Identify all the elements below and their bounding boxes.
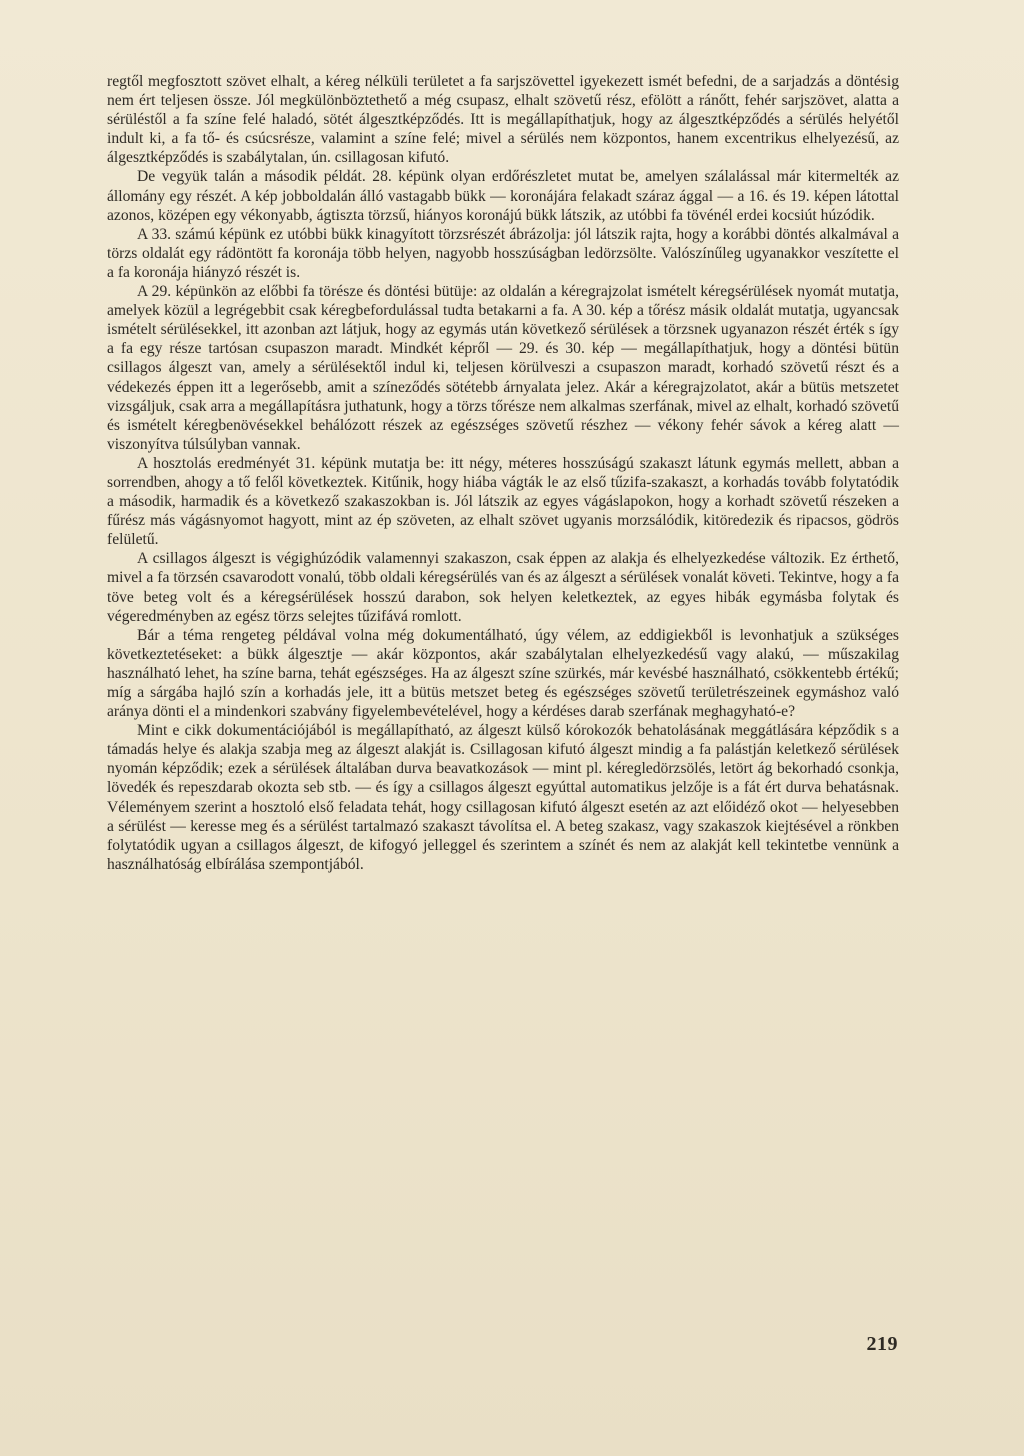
paragraph-8: Mint e cikk dokumentációjából is megállapítható, az álgeszt külső kórokozók behatolásának meggátlására képződik s a támadás helye és alakja szabja meg az álgeszt alakját is. Csillagosan kifutó álgeszt mindig a fa palástján keletkező sérülések nyomán képződik; ezek a sérülések általában durva beavatkozások — mint pl. kéregledörzsölés, letört ág bekorhadó csonkja, lövedék és repeszdarab okozta seb stb. — és így a csillagos álgeszt egyúttal automatikus jelzője is a fát ért durva behatásnak. Véleményem szerint a hosztoló első feladata tehát, hogy csillagosan kifutó álgeszt esetén az azt előidéző okot — helyesebben a sérülést — keresse meg és a sérülést tartalmazó szakaszt távolítsa el. A beteg szakasz, vagy szakaszok kiejtésével a rönkben folytatódik ugyan a csillagos álgeszt, de kifogyó jelleggel és szerintem a színét és nem az alakját kell tekintetbe vennünk a használhatóság elbírálása szempontjából. <box>107 722 899 873</box>
paragraph-4: A 29. képünkön az előbbi fa törésze és döntési bütüje: az oldalán a kéregrajzolat ismételt kéregsérülések nyomát mutatja, amelyek közül a legrégebbit csak kéregbefordulással tudta betakarni a fa. A 30. kép a tőrész másik oldalát mutatja, ugyancsak ismételt sérülésekkel, itt azonban azt látjuk, hogy az egymás után következő sérülések a törzsnek ugyanazon részét érték s így a fa egy része tartósan csupaszon maradt. Mindkét képről — 29. és 30. kép — megállapíthatjuk, hogy a döntési bütün csillagos álgeszt van, amely a sérülésektől indul ki, teljesen körülveszi a csupaszon maradt, korhadó szövetű részt és a védekezés éppen itt a legerősebb, amit a színeződés sötétebb árnyalata jelez. Akár a kéregrajzolatot, akár a bütüs metszetet vizsgáljuk, csak arra a megállapításra juthatunk, hogy a törzs tőrésze nem alkalmas szerfának, mivel az elhalt, korhadó szövetű és ismételt kéregbenövésekkel behálózott részek az egészséges szövetű részhez — vékony fehér sávok a kéreg alatt — viszonyítva túlsúlyban vannak. <box>107 283 899 453</box>
paragraph-3: A 33. számú képünk ez utóbbi bükk kinagyított törzsrészét ábrázolja: jól látszik rajta, hogy a korábbi döntés alkalmával a törzs oldalát egy rádöntött fa koronája több helyen, nagyobb hosszúságban ledörzsölte. Valószínűleg ugyanakkor veszítette el a fa koronája hiányzó részét is. <box>107 225 899 281</box>
paragraph-6: A csillagos álgeszt is végighúzódik valamennyi szakaszon, csak éppen az alakja és elhelyezkedése változik. Ez érthető, mivel a fa törzsén csavarodott vonalú, több oldali kéregsérülés van és az álgeszt a sérülések vonalát követi. Tekintve, hogy a fa töve beteg volt és a kéregsérülések hosszú darabon, sok helyen keletkeztek, az egyes hibák egymásba folytak és végeredményben az egész törzs selejtes tűzifává romlott. <box>107 550 899 625</box>
page-number: 219 <box>866 1333 898 1355</box>
paragraph-7: Bár a téma rengeteg példával volna még dokumentálható, úgy vélem, az eddigiekből is levonhatjuk a szükséges következtetéseket: a bükk álgesztje — akár központos, akár szabálytalan elhelyezkedésű vagy alakú, — műszakilag használható lehet, ha színe barna, tehát egészséges. Ha az álgeszt színe szürkés, már kevésbé használható, csökkentebb értékű; míg a sárgába hajló szín a korhadás jele, itt a bütüs metszet beteg és egészséges szövetű területrészeinek egymáshoz való aránya dönti el a mindenkori szabvány figyelembevételével, hogy a kérdéses darab szerfának meghagyható-e? <box>107 626 899 721</box>
paragraph-5: A hosztolás eredményét 31. képünk mutatja be: itt négy, méteres hosszúságú szakaszt látunk egymás mellett, abban a sorrendben, ahogy a tő felől következtek. Kitűnik, hogy hiába vágták le az első tűzifa-szakaszt, a korhadás tovább folytatódik a második, harmadik és a következő szakaszokban is. Jól látszik az egyes vágáslapokon, hogy a korhadt szövetű részeken a fűrész más vágásnyomot hagyott, mint az ép szöveten, az elhalt szövet ugyanis morzsálódik, kitöredezik és ripacsos, gödrös felületű. <box>107 454 899 549</box>
paragraph-1: regtől megfosztott szövet elhalt, a kéreg nélküli területet a fa sarjszövettel igyekezett ismét befedni, de a sarjadzás a döntésig nem ért teljesen össze. Jól megkülönböztethető a még csupasz, elhalt szövetű rész, efölött a ránőtt, fehér sarjszövet, alatta a sérüléstől a fa színe felé haladó, sötét álgesztképződés. Itt is megállapíthatjuk, hogy az álgesztképződés a sérülés helyétől indult ki, a fa tő- és csúcsrésze, valamint a színe felé; mivel a sérülés nem központos, hanem excentrikus elhelyezésű, az álgesztképződés is szabálytalan, ún. csillagosan kifutó. <box>107 73 899 167</box>
article-text <box>107 72 899 874</box>
paragraph-2: De vegyük talán a második példát. 28. képünk olyan erdőrészletet mutat be, amelyen szálalással már kitermelték az állomány egy részét. A kép jobboldalán álló vastagabb bükk — koronájára felakadt száraz ággal — a 16. és 19. képen látottal azonos, középen egy vékonyabb, ágtiszta törzsű, hiányos koronájú bükk látszik, az utóbbi fa tövénél erdei kocsiút húzódik. <box>107 168 899 224</box>
